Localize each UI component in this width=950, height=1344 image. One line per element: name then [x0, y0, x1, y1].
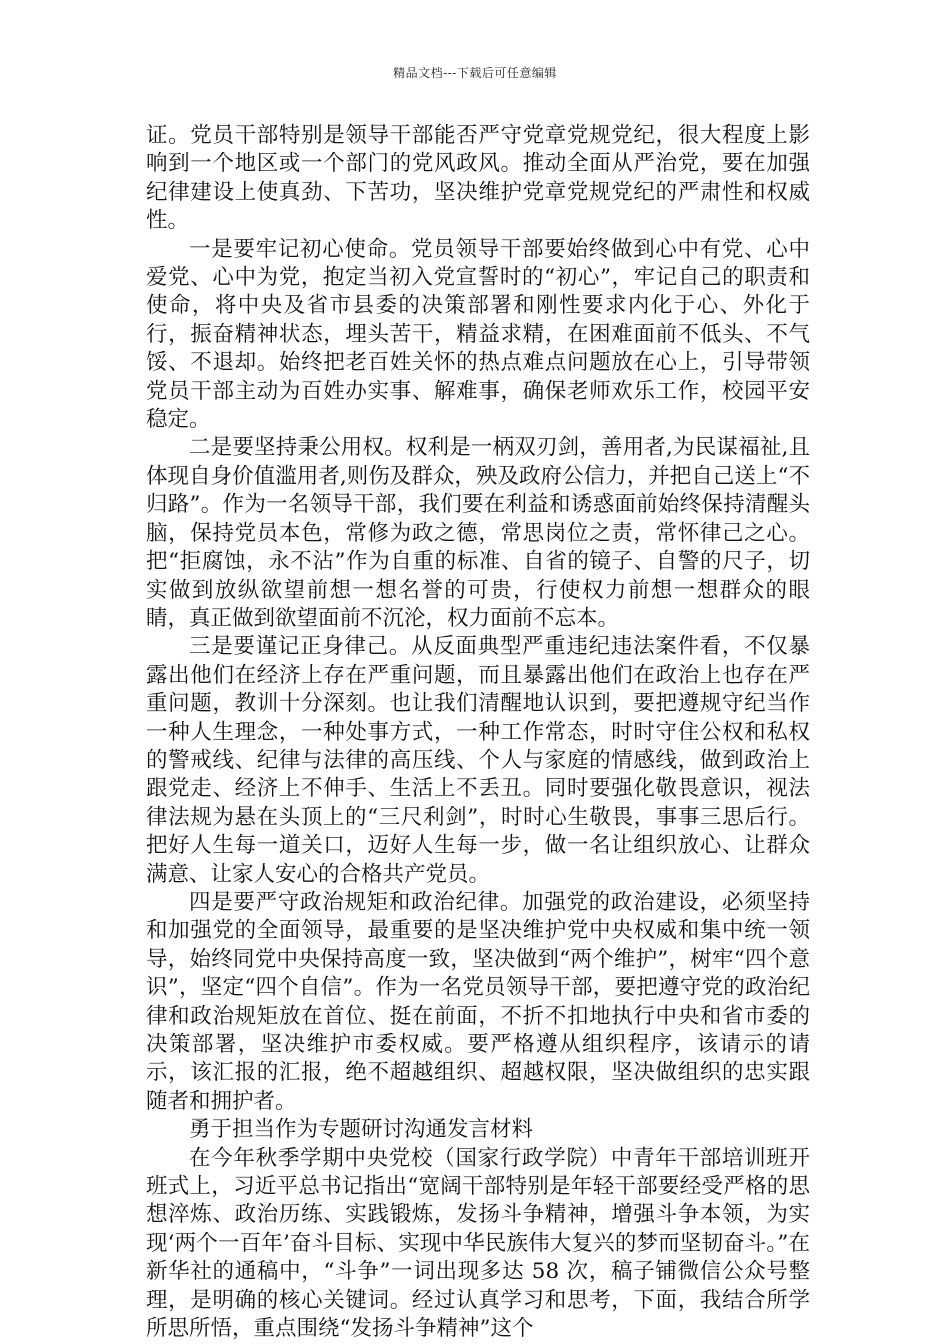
document-body [146, 122, 810, 1343]
paragraph-fair-use-of-power: 二是要坚持秉公用权。权利是一柄双刃剑，善用者,为民谋福祉,且体现自身价值滥用者,则伤及群众，殃及政府公信力，并把自己送上“不归路”。作为一名领导干部，我们要在利益和诱惑面前始终保持清醒头脑，保持党员本色，常修为政之德，常思岗位之责，常怀律己之心。把“拒腐蚀，永不沾”作为自重的标准、自省的镜子、自警的尺子，切实做到放纵欲望前想一想名誉的可贵，行使权力前想一想群众的眼睛，真正做到欲望面前不沉沦，权力面前不忘本。 [146, 435, 810, 631]
paragraph-continuation: 证。党员干部特别是领导干部能否严守党章党规党纪，很大程度上影响到一个地区或一个部门的党风政风。推动全面从严治党，要在加强纪律建设上使真劲、下苦功，坚决维护党章党规党纪的严肃性和权威性。 [146, 123, 810, 234]
paragraph-political-rules: 四是要严守政治规矩和政治纪律。加强党的政治建设，必须坚持和加强党的全面领导，最重要的是坚决维护党中央权威和集中统一领导，始终同党中央保持高度一致，坚决做到“两个维护”，树牢“四个意识”，坚定“四个自信”。作为一名党员领导干部，要把遵守党的政治纪律和政治规矩放在首位、挺在前面，不折不扣地执行中央和省市委的决策部署，坚决维护市委权威。要严格遵从组织程序，该请示的请示，该汇报的汇报，绝不超越组织、超越权限，坚决做组织的忠实跟随者和拥护者。 [146, 889, 810, 1114]
page-header: 精品文档---下载后可任意编辑 [393, 66, 557, 80]
paragraph-speech-intro: 在今年秋季学期中央党校（国家行政学院）中青年干部培训班开班式上，习近平总书记指出“宽阔干部特别是年轻干部要经受严格的思想淬炼、政治历练、实践锻炼，发扬斗争精神，增强斗争本领，为实现‘两个一百年’奋斗目标、实现中华民族伟大复兴的梦而坚韧奋斗。”在新华社的通稿中，“斗争”一词出现多达 58 次，稿子铺微信公众号整理，是明确的核心关键词。经过认真学习和思考，下面，我结合所学所思所悟，重点围绕“发扬斗争精神”这个 [146, 1145, 810, 1342]
paragraph-self-discipline: 三是要谨记正身律己。从反面典型严重违纪违法案件看，不仅暴露出他们在经济上存在严重问题，而且暴露出他们在政治上也存在严重问题，教训十分深刻。也让我们清醒地认识到，要把遵规守纪当作一种人生理念，一种处事方式，一种工作常态，时时守住公权和私权的警戒线、纪律与法律的高压线、个人与家庭的情感线，做到政治上跟党走、经济上不伸手、生活上不丢丑。同时要强化敬畏意识，视法律法规为悬在头顶上的“三尺利剑”，时时心生敬畏，事事三思后行。把好人生每一道关口，迈好人生每一步，做一名让组织放心、让群众满意、让家人安心的合格共产党员。 [146, 634, 810, 887]
paragraph-initial-mission: 一是要牢记初心使命。党员领导干部要始终做到心中有党、心中爱党、心中为党，抱定当初入党宣誓时的“初心”，牢记自己的职责和使命，将中央及省市县委的决策部署和刚性要求内化于心、外化于行，振奋精神状态，埋头苦干，精益求精，在困难面前不低头、不气馁、不退却。始终把老百姓关怀的热点难点问题放在心上，引导带领党员干部主动为百姓办实事、解难事，确保老师欢乐工作，校园平安稳定。 [146, 236, 810, 433]
section-title: 勇于担当作为专题研讨沟通发言材料 [189, 1117, 534, 1143]
